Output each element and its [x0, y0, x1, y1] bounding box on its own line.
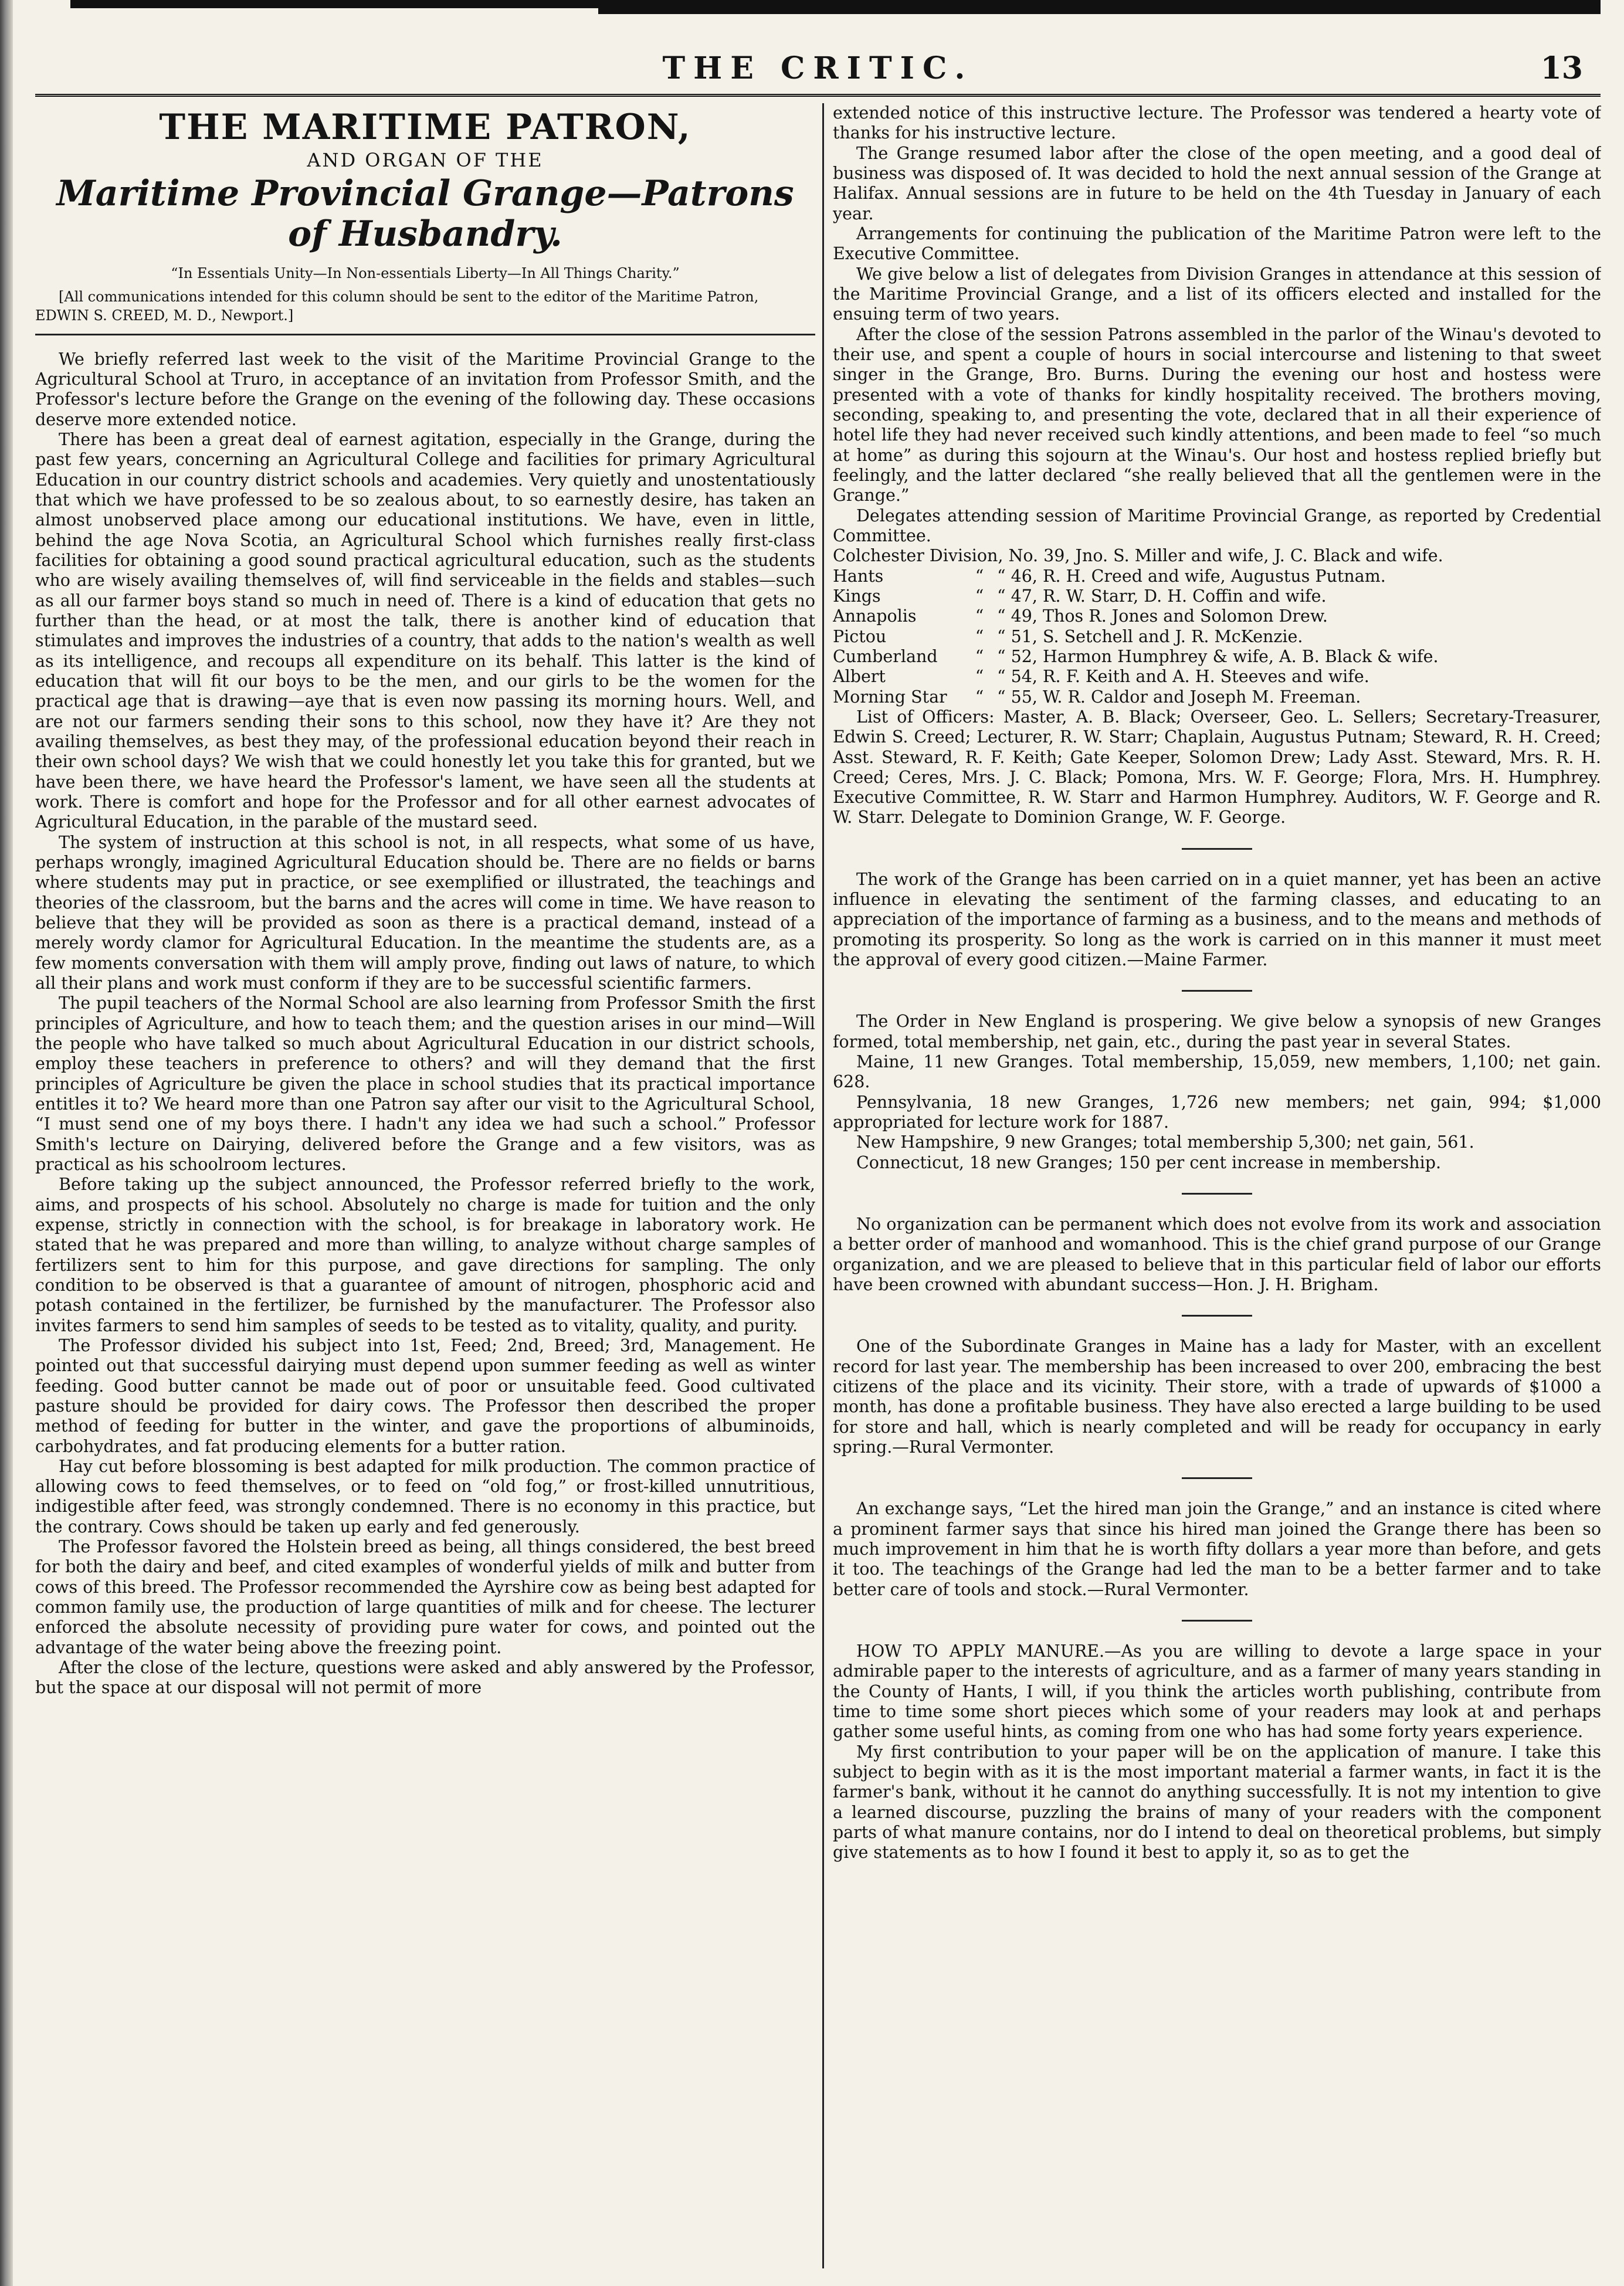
ditto-mark: “: [997, 626, 1006, 646]
right-column: [833, 103, 1601, 2268]
article-paragraph: New Hampshire, 9 new Granges; total membership 5,300; net gain, 561.: [856, 1132, 1474, 1152]
article-paragraph: The Grange resumed labor after the close of the open meeting, and a good deal of business was disposed of. It was decided to hold the next annual session of the Grange at Halifax. Annual sessions are in future to be held on the 4th Tuesday in January of each year.: [833, 143, 1601, 223]
ditto-mark: “: [997, 566, 1006, 586]
section-separator: [1182, 1193, 1252, 1195]
table-row: [833, 647, 1601, 667]
banner-title: THE MARITIME PATRON,: [159, 107, 691, 148]
ditto-mark: “: [975, 646, 984, 666]
article-paragraph: Connecticut, 18 new Granges; 150 per cent increase in membership.: [856, 1152, 1442, 1172]
article-paragraph: Maine, 11 new Granges. Total membership, 15,059, new members, 1,100; net gain. 628.: [833, 1052, 1601, 1092]
article-paragraph: There has been a great deal of earnest agitation, especially in the Grange, during the past few years, concerning an Agricultural College and facilities for primary Agricultural Education in our country district schools and academies. Very quietly and unostentatiously that which we have professed to be so zealous about, to so earnestly desire, has taken an almost unobserved place among our educational institutions. We have, even in little, behind the age Nova Scotia, an Agricultural School which furnishes really first-class facilities for obtaining a good sound practical agricultural education, such as the students who are wisely availing themselves of, will find serviceable in the fields and stables—such as all our farmer boys stand so much in need of. There is a kind of education that gets no further than the head, or at most the talk, there is another kind of education that stimulates and improves the industries of a country, that adds to the nation's wealth as well as its intelligence, and recoups all expenditure on its behalf. This latter is the kind of education that will fit our boys to be the men, and our girls to be the women for the practical age that is drawing—aye that is even now passing its morning hours. Well, and are not our farmers sending their sons to this school, now they have it? Are they not availing themselves, as best they may, of the professional education beyond their reach in their own school days? We wish that we could honestly let you take this for granted, but we have been there, we have heard the Professor's lament, we have seen all the students at work. There is comfort and hope for the Professor and for all other earnest advocates of Agricultural Education, in the parable of the mustard seed.: [35, 430, 815, 832]
article-paragraph: The Professor divided his subject into 1st, Feed; 2nd, Breed; 3rd, Management. He pointed out that successful dairying must depend upon summer feeding as well as winter feeding. Good butter cannot be made out of poor or unsuitable feed. Good cultivated pasture should be provided for dairy cows. The Professor then described the proper method of feeding for butter in the winter, and gave the proportions of albuminoids, carbohydrates, and fat producing elements for a butter ration.: [35, 1335, 815, 1456]
ditto-mark: “: [975, 626, 984, 646]
ditto-mark: “: [975, 586, 984, 606]
ditto-mark: “: [997, 646, 1006, 666]
top-rule-secondary: [598, 8, 1601, 14]
masthead-rule: [35, 94, 1601, 97]
article-paragraph: The system of instruction at this school is not, in all respects, what some of us have, perhaps wrongly, imagined Agricultural Education should be. There are no fields or barns where students may put in practice, or see exemplified or illustrated, the teachings and theories of the classroom, but the barns and the acres will come in time. We have reason to believe that they will be provided as soon as there is a practical demand, instead of a merely wordy clamor for Agricultural Education. In the meantime the students are, as a few moments conversation with them will amply prove, finding out laws of nature, to which all their plans and work must conform if they are to be successful scientific farmers.: [35, 832, 815, 993]
article-paragraph: After the close of the session Patrons assembled in the parlor of the Winau's devoted to their use, and spent a couple of hours in social intercourse and listening to that sweet singer in the Grange, Bro. Burns. During the evening our host and hostess were presented with a vote of thanks for kindly hospitality received. The brothers moving, seconding, speaking to, and presenting the vote, declared that in all their experience of hotel life they had never received such kindly attentions, and been made to feel “so much at home” as during this sojourn at the Winau's. Our host and hostess replied briefly but feelingly, and the latter declared “she really believed that all the gentlemen were in the Grange.”: [833, 324, 1601, 506]
table-row: [833, 586, 1601, 606]
masthead: [35, 47, 1601, 94]
article-paragraph: An exchange says, “Let the hired man join the Grange,” and an instance is cited where a prominent farmer says that since his hired man joined the Grange there has been so much improvement in him that he is worth fifty dollars a year more than before, and gets it too. The teachings of the Grange had led the man to be a better farmer and to take better care of tools and stock.—Rural Vermonter.: [833, 1499, 1601, 1599]
article-paragraph: The work of the Grange has been carried on in a quiet manner, yet has been an active influence in elevating the sentiment of the farming classes, and educating to an appreciation of the importance of farming as a business, and to the means and methods of promoting its prosperity. So long as the work is carried on in this manner it must meet the approval of every good citizen.—Maine Farmer.: [833, 869, 1601, 970]
banner-gothic-title: Maritime Provincial Grange—Patrons of Husbandry.: [56, 173, 794, 255]
left-column: [35, 103, 815, 2268]
motto: “In Essentials Unity—In Non-essentials Liberty—In All Things Charity.”: [171, 265, 680, 281]
table-row: [833, 627, 1601, 647]
editor-note: [All communications intended for this column should be sent to the editor of the Maritime Patron, EDWIN S. CREED, M. D., Newport.]: [35, 289, 759, 324]
article-paragraph: One of the Subordinate Granges in Maine has a lady for Master, with an excellent record for last year. The membership has been increased to over 200, embracing the best citizens of the place and its vicinity. Their store, with a trade of upwards of $1000 a month, has done a profitable business. They have also erected a large building to be used for store and hall, which is nearly completed and will be ready for occupancy in early spring.—Rural Vermonter.: [833, 1337, 1601, 1457]
section-separator: [1182, 848, 1252, 850]
section-separator: [1182, 1620, 1252, 1622]
article-paragraph: We give below a list of delegates from Division Granges in attendance at this session of the Maritime Provincial Grange, and a list of its officers elected and installed for the ensuing term of two years.: [833, 264, 1601, 324]
article-paragraph: Pennsylvania, 18 new Granges, 1,726 new members; net gain, 994; $1,000 appropriated for lecture work for 1887.: [833, 1092, 1601, 1132]
page-edge-shadow: [0, 0, 13, 2286]
article-paragraph: My first contribution to your paper will be on the application of manure. I take this subject to begin with as it is the most important material a farmer wants, in fact it is the farmer's bank, without it he cannot do anything successfully. It is not my intention to give a learned discourse, puzzling the brains of many of your readers with the component parts of what manure contains, nor do I intend to deal on theoretical problems, but simply give statements as to how I found it best to apply it, so as to get the: [833, 1742, 1601, 1863]
paper-title: THE CRITIC.: [662, 50, 974, 86]
ditto-mark: “: [975, 606, 984, 626]
article-paragraph: The pupil teachers of the Normal School are also learning from Professor Smith the first principles of Agriculture, and how to teach them; and the question arises in our mind—Will the people who have talked so much about Agricultural Education in our district schools, employ these teachers in preference to others? and will they demand that the first principles of Agriculture be given the place in school studies that its practical importance entitles it to? We heard more than one Patron say after our visit to the Agricultural School, “I must send one of my boys there. I hadn't any idea we had such a school.” Professor Smith's lecture on Dairying, delivered before the Grange and a few visitors, was as practical as his schoolroom lectures.: [35, 993, 815, 1174]
article-paragraph: No organization can be permanent which does not evolve from its work and association a better order of manhood and womanhood. This is the chief grand purpose of our Grange organization, and we are pleased to believe that in this particular field of labor our efforts have been crowned with abundant success—Hon. J. H. Brigham.: [833, 1215, 1601, 1295]
delegate-division: Hants: [833, 566, 884, 586]
column-divider: [822, 103, 824, 2268]
banner-subtitle: AND ORGAN OF THE: [307, 149, 544, 171]
top-rule: [70, 0, 1601, 8]
section-separator: [1182, 1477, 1252, 1479]
article-paragraph: Hay cut before blossoming is best adapted for milk production. The common practice of allowing cows to feed themselves, or to feed on “old fog,” or frost-killed unnutritious, indigestible after feed, was strongly condemned. There is no economy in this practice, but the contrary. Cows should be taken up early and fed generously.: [35, 1456, 815, 1537]
article-paragraph: Delegates attending session of Maritime Provincial Grange, as reported by Credential Committee.: [833, 506, 1601, 545]
ditto-mark: “: [975, 566, 984, 586]
delegate-entry: 51, S. Setchell and J. R. McKenzie.: [1011, 626, 1303, 646]
delegate-division: Colchester Division,: [833, 546, 1003, 566]
delegate-entry: 55, W. R. Caldor and Joseph M. Freeman.: [1011, 687, 1361, 707]
delegate-division: Annapolis: [833, 606, 917, 626]
ditto-mark: “: [997, 667, 1006, 687]
ditto-mark: “: [975, 667, 984, 687]
article-paragraph: We briefly referred last week to the visit of the Maritime Provincial Grange to the Agricultural School at Truro, in acceptance of an invitation from Professor Smith, and the Professor's lecture before the Grange on the evening of the following day. These occasions deserve more extended notice.: [35, 349, 815, 429]
officers-list: List of Officers: Master, A. B. Black; Overseer, Geo. L. Sellers; Secretary-Treasurer, Edwin S. Creed; Lecturer, R. W. Starr; Chaplain, Augustus Putnam; Steward, R. H. Creed; Asst. Steward, R. F. Keith; Gate Keeper, Solomon Drew; Lady Asst. Steward, Mrs. R. H. Creed; Ceres, Mrs. J. C. Black; Pomona, Mrs. W. F. George; Flora, Mrs. H. Humphrey. Executive Committee, R. W. Starr and Harmon Humphrey. Auditors, W. F. George and R. W. Starr. Delegate to Dominion Grange, W. F. George.: [833, 707, 1601, 827]
delegate-entry: 47, R. W. Starr, D. H. Coffin and wife.: [1011, 586, 1327, 606]
ditto-mark: “: [997, 606, 1006, 626]
article-paragraph: HOW TO APPLY MANURE.—As you are willing to devote a large space in your admirable paper to the interests of agriculture, and as a farmer of many years standing in the County of Hants, I will, if you think the articles worth publishing, contribute from time to time some short pieces which some of your readers may look at and perhaps gather some useful hints, as coming from one who has had some forty years experience.: [833, 1641, 1601, 1742]
section-separator: [1182, 990, 1252, 992]
delegate-division: Cumberland: [833, 646, 938, 666]
article-paragraph: extended notice of this instructive lecture. The Professor was tendered a hearty vote of thanks for his instructive lecture.: [833, 103, 1601, 143]
article-paragraph: Arrangements for continuing the publication of the Maritime Patron were left to the Executive Committee.: [833, 223, 1601, 264]
delegate-division: Pictou: [833, 626, 887, 646]
table-row: [833, 667, 1601, 687]
article-paragraph: The Order in New England is prospering. We give below a synopsis of new Granges formed, total membership, net gain, etc., during the past year in several States.: [833, 1012, 1601, 1052]
delegate-entry: No. 39, Jno. S. Miller and wife, J. C. Black and wife.: [1008, 546, 1443, 566]
delegate-entry: 52, Harmon Humphrey & wife, A. B. Black & wife.: [1011, 646, 1439, 666]
delegate-division: Kings: [833, 586, 881, 606]
delegate-division: Morning Star: [833, 687, 947, 707]
delegates-table: [833, 546, 1601, 707]
section-separator: [1182, 1315, 1252, 1317]
ditto-mark: “: [975, 687, 984, 707]
ditto-mark: “: [997, 687, 1006, 707]
ditto-mark: “: [997, 586, 1006, 606]
page-number: 13: [1540, 50, 1583, 86]
article-paragraph: Before taking up the subject announced, the Professor referred briefly to the work, aims, and prospects of his school. Absolutely no charge is made for tuition and the only expense, strictly in connection with the school, is for breakage in laboratory work. He stated that he was prepared and more than willing, to analyze without charge samples of fertilizers sent to him for this purpose, and gave directions for sampling. The only condition to be observed is that a guarantee of amount of nitrogen, phosphoric acid and potash contained in the fertilizer, be furnished by the manufacturer. The Professor also invites farmers to send him samples of seeds to be tested as to vitality, quality, and purity.: [35, 1175, 815, 1335]
table-row: [833, 546, 1601, 566]
article-paragraph: The Professor favored the Holstein breed as being, all things considered, the best breed for both the dairy and beef, and cited examples of wonderful yields of milk and butter from cows of this breed. The Professor recommended the Ayrshire cow as being best adapted for common family use, the production of large quantities of milk and for cheese. The lecturer enforced the absolute necessity of providing pure water for cows, and pointed out the advantage of the water being above the freezing point.: [35, 1537, 815, 1657]
delegate-entry: 49, Thos R. Jones and Solomon Drew.: [1011, 606, 1328, 626]
table-row: [833, 606, 1601, 626]
table-row: [833, 687, 1601, 707]
delegate-entry: 46, R. H. Creed and wife, Augustus Putnam.: [1011, 566, 1386, 586]
delegate-entry: 54, R. F. Keith and A. H. Steeves and wife.: [1011, 667, 1369, 687]
banner-rule: [35, 334, 815, 335]
article-paragraph: After the close of the lecture, questions were asked and ably answered by the Professor, but the space at our disposal will not permit of more: [35, 1658, 815, 1698]
table-row: [833, 567, 1601, 586]
delegate-division: Albert: [833, 667, 886, 687]
